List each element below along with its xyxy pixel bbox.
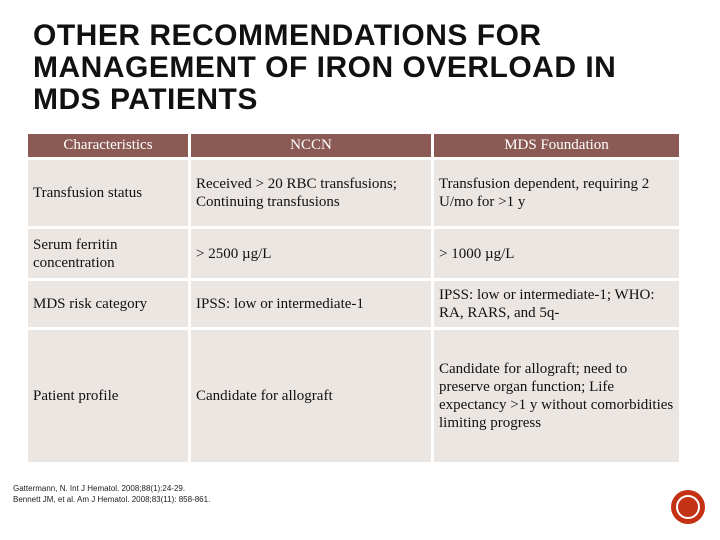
- table-row: [28, 330, 679, 462]
- header-mds-foundation: MDS Foundation: [434, 134, 679, 157]
- characteristic-cell: Transfusion status: [28, 160, 188, 226]
- header-characteristics: Characteristics: [28, 134, 188, 157]
- nccn-cell: > 2500 µg/L: [191, 229, 431, 278]
- table-row: [28, 160, 679, 226]
- mds-foundation-cell: IPSS: low or intermediate-1; WHO: RA, RARS, and 5q-: [434, 281, 679, 327]
- title-line: MANAGEMENT OF IRON OVERLOAD IN: [33, 51, 617, 84]
- slide-title: [33, 20, 673, 116]
- title-line: OTHER RECOMMENDATIONS FOR: [33, 19, 542, 52]
- table-header-row: [28, 134, 679, 157]
- recommendations-table: [25, 131, 682, 465]
- header-nccn: NCCN: [191, 134, 431, 157]
- nccn-cell: Received > 20 RBC transfusions; Continuing transfusions: [191, 160, 431, 226]
- nccn-cell: Candidate for allograft: [191, 330, 431, 462]
- mds-foundation-cell: Candidate for allograft; need to preserve organ function; Life expectancy >1 y without comorbidities limiting progress: [434, 330, 679, 462]
- nccn-cell: IPSS: low or intermediate-1: [191, 281, 431, 327]
- table-row: [28, 281, 679, 327]
- title-line: MDS PATIENTS: [33, 83, 258, 116]
- characteristic-cell: Patient profile: [28, 330, 188, 462]
- reference-line: Bennett JM, et al. Am J Hematol. 2008;83(11): 858-861.: [13, 495, 211, 504]
- mds-foundation-cell: > 1000 µg/L: [434, 229, 679, 278]
- table-row: [28, 229, 679, 278]
- circle-badge-icon: [671, 490, 705, 524]
- reference-line: Gattermann, N. Int J Hematol. 2008;88(1):24-29.: [13, 484, 186, 493]
- characteristic-cell: MDS risk category: [28, 281, 188, 327]
- characteristic-cell: Serum ferritin concentration: [28, 229, 188, 278]
- mds-foundation-cell: Transfusion dependent, requiring 2 U/mo for >1 y: [434, 160, 679, 226]
- references: [13, 483, 210, 505]
